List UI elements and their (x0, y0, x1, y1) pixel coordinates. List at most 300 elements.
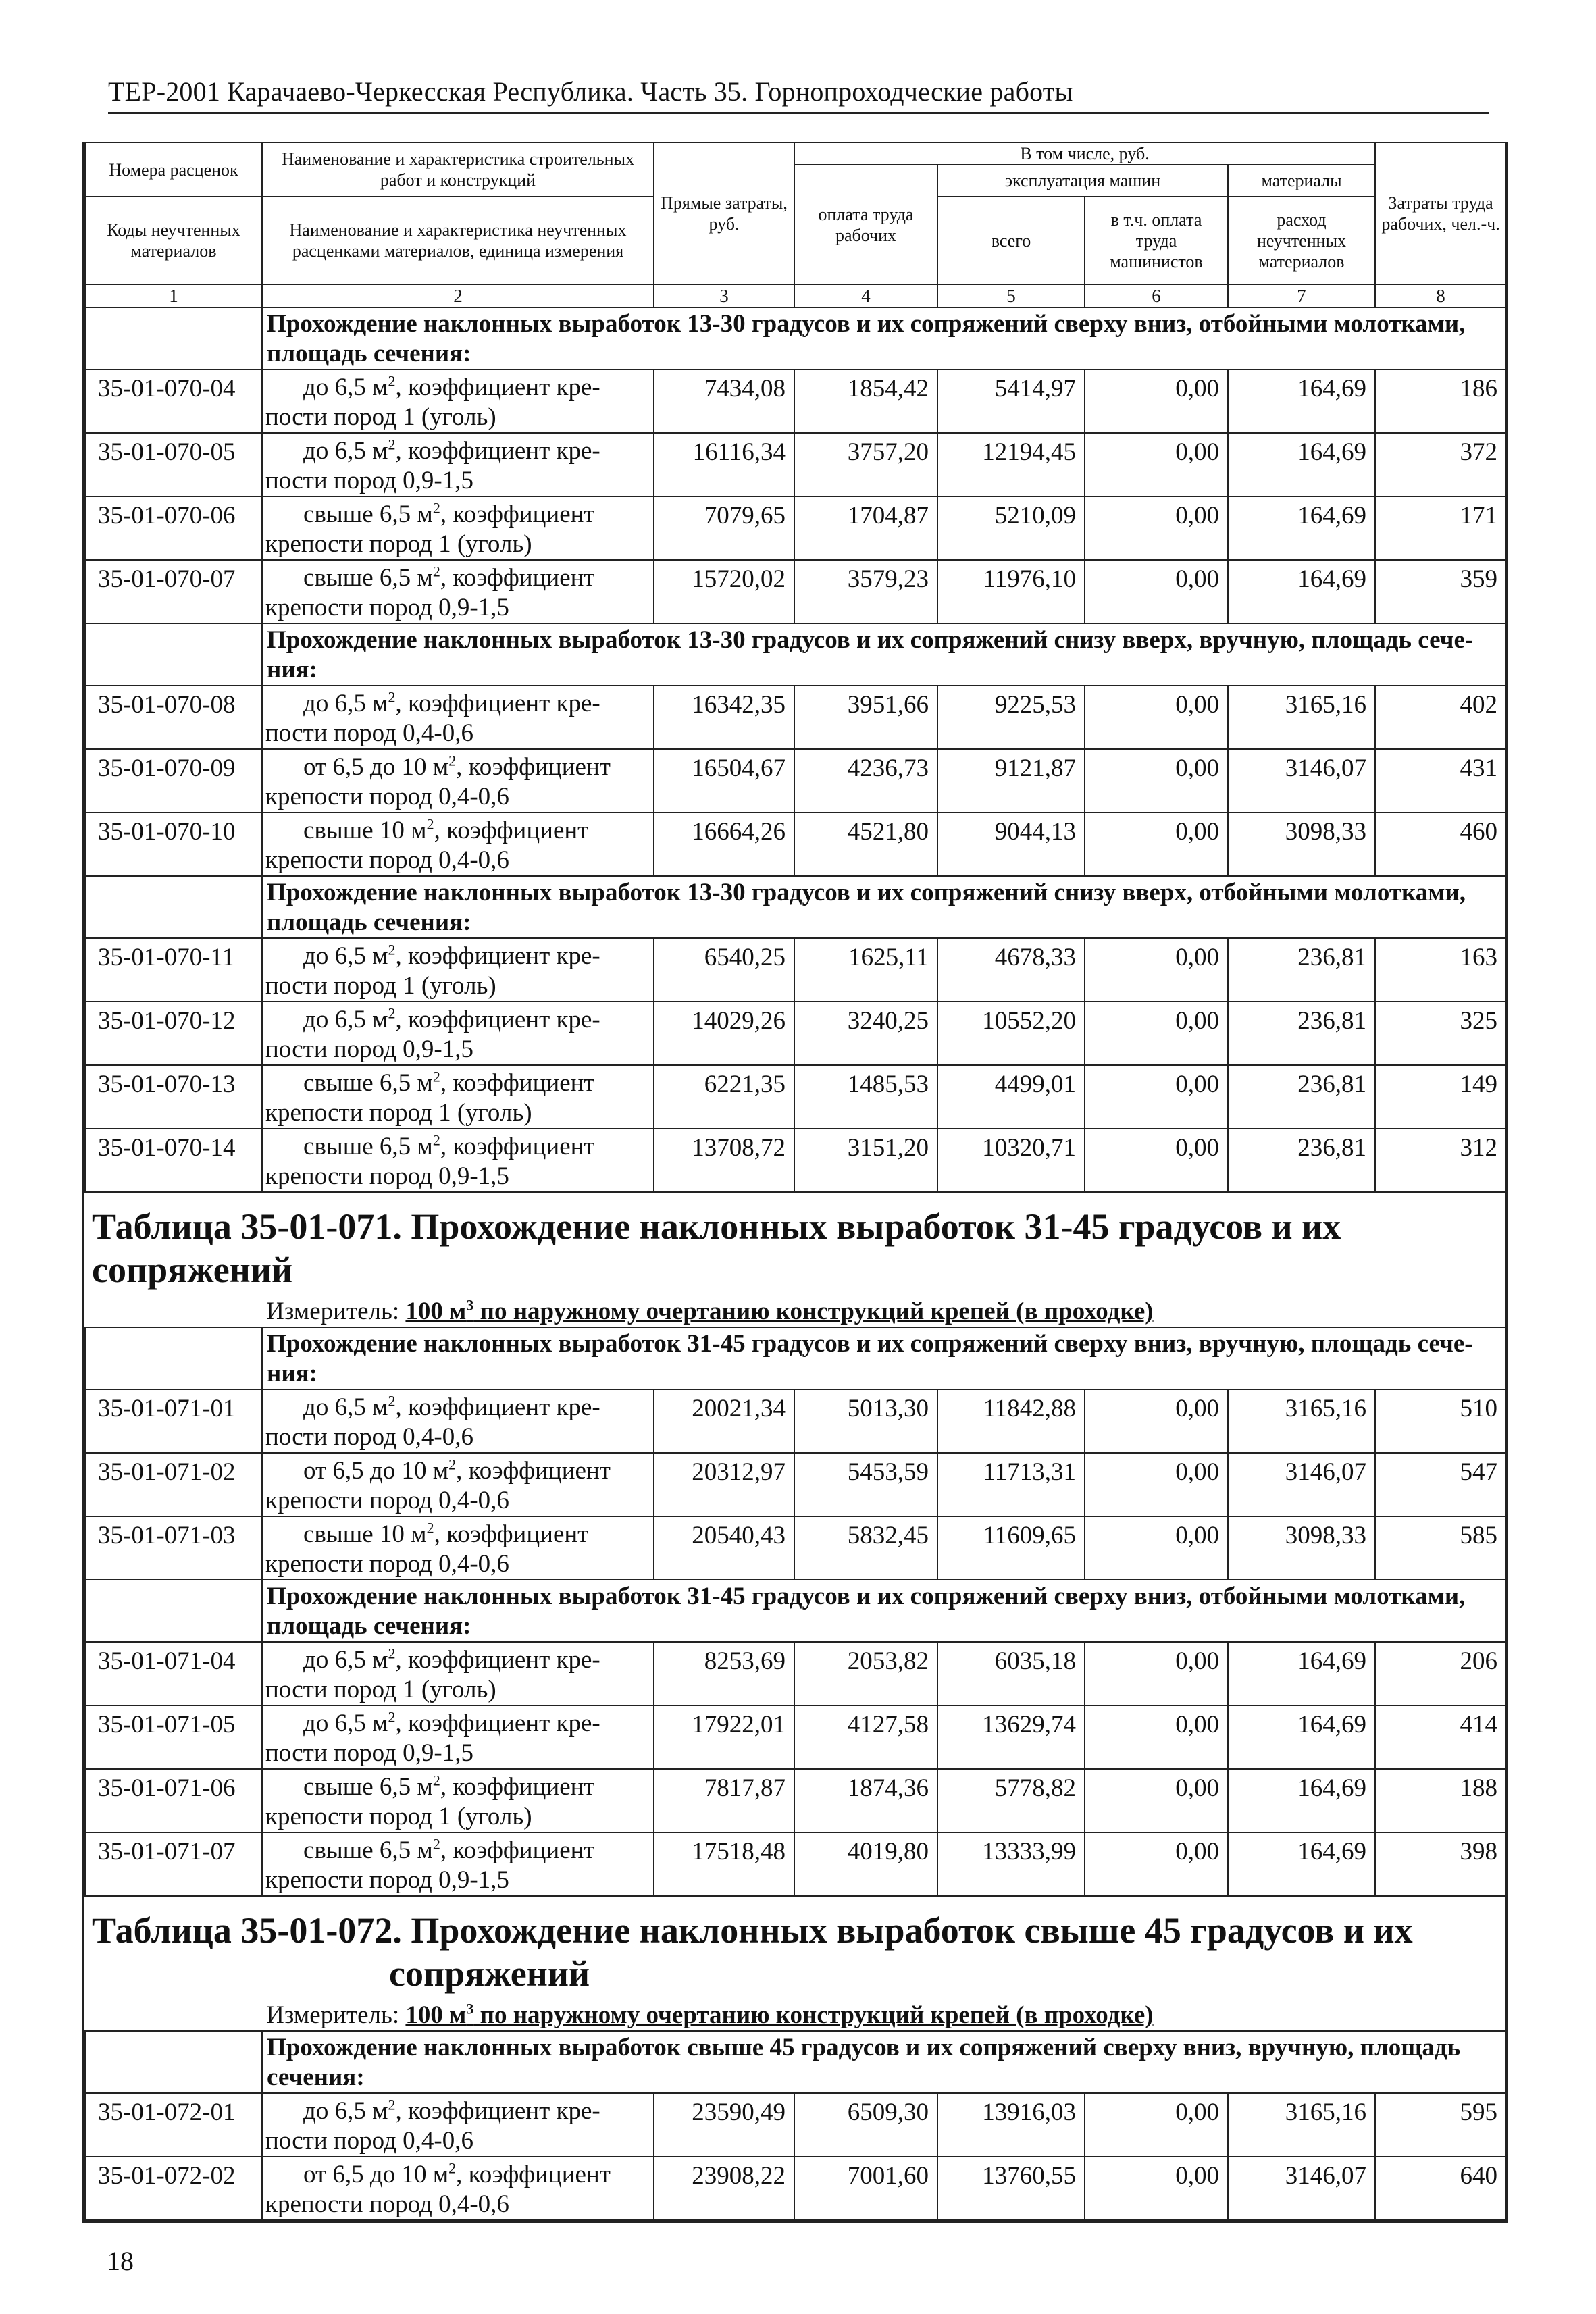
col-materials-use: расход неучтенных материалов (1228, 197, 1375, 284)
value-labor: 149 (1375, 1065, 1506, 1129)
table-title (85, 1193, 1506, 1291)
value-direct: 14029,26 (654, 1002, 794, 1065)
rate-row (85, 560, 1506, 623)
rate-row (85, 1705, 1506, 1769)
description-line-1 (265, 1005, 646, 1035)
value-wages: 5453,59 (794, 1453, 937, 1516)
rate-code: 35-01-070-06 (85, 496, 262, 560)
area-text: от 6,5 до 10 м (303, 753, 449, 781)
table-title-cell (85, 1896, 1506, 2031)
measure-value (405, 1297, 1153, 1325)
value-machinists: 0,00 (1085, 938, 1228, 1002)
value-total: 13629,74 (937, 1705, 1085, 1769)
rate-description (262, 1065, 654, 1129)
value-materials: 3146,07 (1228, 749, 1375, 813)
value-direct: 7817,87 (654, 1769, 794, 1832)
rate-code: 35-01-070-11 (85, 938, 262, 1002)
value-labor: 414 (1375, 1705, 1506, 1769)
description-line-1 (265, 942, 646, 971)
value-labor: 163 (1375, 938, 1506, 1002)
rate-code: 35-01-070-12 (85, 1002, 262, 1065)
value-machinists: 0,00 (1085, 1129, 1228, 1192)
value-direct: 16116,34 (654, 433, 794, 496)
value-total: 12194,45 (937, 433, 1085, 496)
unit-exponent: 2 (432, 1835, 440, 1853)
value-direct: 23908,22 (654, 2157, 794, 2220)
table-title-cell (85, 1192, 1506, 1327)
value-machinists: 0,00 (1085, 2157, 1228, 2220)
col-including: В том числе, руб. (794, 143, 1375, 165)
coefficient-text: , коэффициент (440, 1069, 595, 1097)
section-heading: Прохождение наклонных выработок 13-30 градусов и их сопряжений снизу вверх, вручную, площадь сече-ния: (262, 623, 1506, 686)
description-line-1 (265, 816, 646, 846)
rate-description (262, 560, 654, 623)
measure-amount: 100 м (405, 2001, 467, 2029)
unit-exponent: 2 (432, 1131, 440, 1149)
value-labor: 402 (1375, 686, 1506, 749)
value-total: 10552,20 (937, 1002, 1085, 1065)
col-num: 4 (794, 284, 937, 307)
rate-description (262, 749, 654, 813)
unit-exponent: 2 (388, 436, 396, 453)
description-line-2: крепости пород 0,4-0,6 (265, 783, 509, 811)
unit-exponent: 2 (448, 2159, 457, 2177)
area-text: до 6,5 м (303, 1393, 388, 1421)
value-total: 5414,97 (937, 369, 1085, 433)
value-wages: 3757,20 (794, 433, 937, 496)
col-num: 7 (1228, 284, 1375, 307)
value-wages: 6509,30 (794, 2093, 937, 2157)
section-heading-row (85, 307, 1506, 369)
value-labor: 206 (1375, 1642, 1506, 1705)
unit-exponent: 2 (388, 1004, 396, 1022)
unit-exponent: 2 (426, 815, 434, 833)
value-machinists: 0,00 (1085, 749, 1228, 813)
description-line-2: крепости пород 1 (уголь) (265, 530, 532, 558)
section-heading-spacer (85, 2031, 262, 2093)
coefficient-text: , коэффициент (456, 2161, 611, 2188)
description-line-1 (265, 1645, 646, 1675)
value-materials: 164,69 (1228, 560, 1375, 623)
rate-code: 35-01-071-04 (85, 1642, 262, 1705)
value-wages: 4521,80 (794, 813, 937, 876)
value-wages: 1625,11 (794, 938, 937, 1002)
rates-table (84, 142, 1507, 2221)
coefficient-text: , коэффициент кре- (395, 2097, 600, 2125)
value-total: 5778,82 (937, 1769, 1085, 1832)
unit-exponent: 2 (388, 1708, 396, 1726)
value-wages: 2053,82 (794, 1642, 937, 1705)
value-direct: 8253,69 (654, 1642, 794, 1705)
value-direct: 6221,35 (654, 1065, 794, 1129)
description-line-2: пости пород 0,4-0,6 (265, 1423, 473, 1451)
value-machinists: 0,00 (1085, 1002, 1228, 1065)
coefficient-text: , коэффициент (440, 500, 595, 528)
table-title-row (85, 1192, 1506, 1327)
value-materials: 236,81 (1228, 1129, 1375, 1192)
rate-code: 35-01-072-02 (85, 2157, 262, 2220)
description-line-1 (265, 2097, 646, 2126)
area-text: до 6,5 м (303, 374, 388, 401)
area-text: свыше 6,5 м (303, 1773, 433, 1801)
rate-row (85, 1642, 1506, 1705)
rate-description (262, 938, 654, 1002)
rate-code: 35-01-070-13 (85, 1065, 262, 1129)
value-labor: 431 (1375, 749, 1506, 813)
unit-exponent: 2 (448, 1456, 457, 1473)
area-text: от 6,5 до 10 м (303, 2161, 449, 2188)
value-labor: 547 (1375, 1453, 1506, 1516)
col-name-bottom: Наименование и характеристика неучтенных расценками материалов, единица измерения (262, 197, 654, 284)
rate-row (85, 813, 1506, 876)
section-heading-row (85, 623, 1506, 686)
rate-row (85, 686, 1506, 749)
rate-code: 35-01-071-05 (85, 1705, 262, 1769)
value-wages: 1854,42 (794, 369, 937, 433)
rate-code: 35-01-070-14 (85, 1129, 262, 1192)
rate-description (262, 1705, 654, 1769)
value-wages: 4127,58 (794, 1705, 937, 1769)
value-wages: 4019,80 (794, 1832, 937, 1896)
value-machinists: 0,00 (1085, 1642, 1228, 1705)
value-total: 9225,53 (937, 686, 1085, 749)
rate-description (262, 433, 654, 496)
area-text: свыше 10 м (303, 1520, 427, 1548)
description-line-1 (265, 373, 646, 403)
value-wages: 1485,53 (794, 1065, 937, 1129)
description-line-1 (265, 1709, 646, 1739)
value-total: 6035,18 (937, 1642, 1085, 1705)
value-wages: 3951,66 (794, 686, 937, 749)
area-text: свыше 6,5 м (303, 1069, 433, 1097)
rate-code: 35-01-070-04 (85, 369, 262, 433)
description-line-1 (265, 689, 646, 719)
rate-code: 35-01-071-01 (85, 1389, 262, 1453)
value-total: 4499,01 (937, 1065, 1085, 1129)
unit-exponent: 2 (388, 372, 396, 390)
section-heading-row (85, 2031, 1506, 2093)
section-heading: Прохождение наклонных выработок 31-45 градусов и их сопряжений сверху вниз, отбойными молотками, площадь сечения: (262, 1580, 1506, 1642)
value-direct: 20021,34 (654, 1389, 794, 1453)
col-machines: эксплуатация машин (937, 165, 1228, 197)
rate-description (262, 813, 654, 876)
rate-row (85, 2157, 1506, 2220)
area-text: свыше 10 м (303, 817, 427, 844)
coefficient-text: , коэффициент кре- (395, 942, 600, 970)
rate-code: 35-01-071-02 (85, 1453, 262, 1516)
rate-row (85, 1389, 1506, 1453)
rate-code: 35-01-072-01 (85, 2093, 262, 2157)
value-direct: 7079,65 (654, 496, 794, 560)
section-heading-row (85, 876, 1506, 938)
unit-exponent: 2 (432, 563, 440, 580)
unit-exponent: 2 (388, 1645, 396, 1662)
rate-description (262, 1769, 654, 1832)
rate-code: 35-01-070-08 (85, 686, 262, 749)
coefficient-text: , коэффициент кре- (395, 374, 600, 401)
unit-exponent: 2 (432, 1772, 440, 1789)
area-text: свыше 6,5 м (303, 564, 433, 592)
col-num: 6 (1085, 284, 1228, 307)
value-direct: 23590,49 (654, 2093, 794, 2157)
section-heading: Прохождение наклонных выработок 31-45 градусов и их сопряжений сверху вниз, вручную, площадь сече-ния: (262, 1327, 1506, 1389)
col-codes-top: Номера расценок (85, 143, 262, 197)
col-num: 5 (937, 284, 1085, 307)
coefficient-text: , коэффициент (440, 564, 595, 592)
value-direct: 17518,48 (654, 1832, 794, 1896)
value-total: 10320,71 (937, 1129, 1085, 1192)
description-line-2: крепости пород 0,9-1,5 (265, 594, 509, 621)
value-labor: 312 (1375, 1129, 1506, 1192)
description-line-1 (265, 500, 646, 530)
unit-exponent: 2 (388, 1392, 396, 1410)
value-wages: 4236,73 (794, 749, 937, 813)
measure-unit (85, 1291, 1506, 1327)
measure-unit (85, 1995, 1506, 2030)
area-text: до 6,5 м (303, 942, 388, 970)
area-text: до 6,5 м (303, 1006, 388, 1033)
coefficient-text: , коэффициент кре- (395, 690, 600, 717)
unit-exponent: 2 (432, 1068, 440, 1085)
value-machinists: 0,00 (1085, 1389, 1228, 1453)
page-number: 18 (107, 2246, 134, 2276)
description-line-2: пости пород 0,9-1,5 (265, 467, 473, 494)
area-text: до 6,5 м (303, 690, 388, 717)
section-heading: Прохождение наклонных выработок 13-30 градусов и их сопряжений сверху вниз, отбойными молотками, площадь сечения: (262, 307, 1506, 369)
col-wages: оплата труда рабочих (794, 165, 937, 284)
section-heading-row (85, 1327, 1506, 1389)
col-num: 8 (1375, 284, 1506, 307)
value-wages: 7001,60 (794, 2157, 937, 2220)
value-total: 9044,13 (937, 813, 1085, 876)
coefficient-text: , коэффициент (434, 817, 589, 844)
coefficient-text: , коэффициент (440, 1836, 595, 1864)
rate-row (85, 1832, 1506, 1896)
description-line-1 (265, 1456, 646, 1486)
value-direct: 16504,67 (654, 749, 794, 813)
section-heading-spacer (85, 1580, 262, 1642)
rate-row (85, 433, 1506, 496)
description-line-1 (265, 1836, 646, 1866)
unit-exponent: 2 (388, 2096, 396, 2113)
value-direct: 13708,72 (654, 1129, 794, 1192)
description-line-2: крепости пород 0,9-1,5 (265, 1162, 509, 1190)
description-line-2: крепости пород 1 (уголь) (265, 1803, 532, 1830)
description-line-1 (265, 563, 646, 593)
value-labor: 372 (1375, 433, 1506, 496)
area-text: до 6,5 м (303, 1709, 388, 1737)
col-machinists: в т.ч. оплата труда машинистов (1085, 197, 1228, 284)
value-materials: 164,69 (1228, 1769, 1375, 1832)
value-materials: 164,69 (1228, 496, 1375, 560)
value-machinists: 0,00 (1085, 686, 1228, 749)
rate-code: 35-01-071-07 (85, 1832, 262, 1896)
value-machinists: 0,00 (1085, 1516, 1228, 1580)
value-materials: 3098,33 (1228, 813, 1375, 876)
col-total: всего (937, 197, 1085, 284)
value-materials: 3165,16 (1228, 2093, 1375, 2157)
value-machinists: 0,00 (1085, 1832, 1228, 1896)
col-codes-bottom: Коды неучтенных материалов (85, 197, 262, 284)
description-line-2: пости пород 1 (уголь) (265, 403, 496, 431)
rates-sheet (82, 142, 1508, 2223)
value-total: 11842,88 (937, 1389, 1085, 1453)
value-labor: 640 (1375, 2157, 1506, 2220)
value-labor: 510 (1375, 1389, 1506, 1453)
measure-exponent: 3 (466, 1296, 474, 1314)
rate-description (262, 2157, 654, 2220)
value-direct: 20540,43 (654, 1516, 794, 1580)
value-wages: 3151,20 (794, 1129, 937, 1192)
rate-description (262, 1832, 654, 1896)
value-direct: 16342,35 (654, 686, 794, 749)
value-total: 13760,55 (937, 2157, 1085, 2220)
table-title-text: Таблица 35-01-071. Прохождение наклонных выработок 31-45 градусов и их сопряжений (92, 1206, 1341, 1290)
value-direct: 17922,01 (654, 1705, 794, 1769)
rate-description (262, 1453, 654, 1516)
rate-description (262, 2093, 654, 2157)
value-labor: 325 (1375, 1002, 1506, 1065)
value-wages: 5013,30 (794, 1389, 937, 1453)
value-total: 11713,31 (937, 1453, 1085, 1516)
rate-description (262, 1516, 654, 1580)
value-labor: 359 (1375, 560, 1506, 623)
column-numbers-row (85, 284, 1506, 307)
col-direct: Прямые затраты, руб. (654, 143, 794, 284)
description-line-1 (265, 752, 646, 782)
description-line-1 (265, 436, 646, 466)
value-labor: 171 (1375, 496, 1506, 560)
rate-row (85, 2093, 1506, 2157)
value-total: 13916,03 (937, 2093, 1085, 2157)
area-text: свыше 6,5 м (303, 1133, 433, 1160)
value-materials: 236,81 (1228, 938, 1375, 1002)
coefficient-text: , коэффициент кре- (395, 1393, 600, 1421)
value-materials: 236,81 (1228, 1002, 1375, 1065)
value-machinists: 0,00 (1085, 1065, 1228, 1129)
value-wages: 5832,45 (794, 1516, 937, 1580)
page-header: ТЕР-2001 Карачаево-Черкесская Республика. Часть 35. Горнопроходческие работы (108, 76, 1489, 114)
coefficient-text: , коэффициент кре- (395, 1646, 600, 1674)
rate-code: 35-01-070-10 (85, 813, 262, 876)
col-labor: Затраты труда рабочих, чел.-ч. (1375, 143, 1506, 284)
value-direct: 7434,08 (654, 369, 794, 433)
description-line-2: пости пород 0,4-0,6 (265, 2127, 473, 2155)
rate-description (262, 1389, 654, 1453)
description-line-2: крепости пород 0,9-1,5 (265, 1866, 509, 1894)
value-direct: 20312,97 (654, 1453, 794, 1516)
unit-exponent: 2 (388, 941, 396, 958)
coefficient-text: , коэффициент кре- (395, 1006, 600, 1033)
value-labor: 186 (1375, 369, 1506, 433)
area-text: до 6,5 м (303, 437, 388, 465)
rate-row (85, 1453, 1506, 1516)
value-materials: 3098,33 (1228, 1516, 1375, 1580)
value-machinists: 0,00 (1085, 1769, 1228, 1832)
rate-description (262, 686, 654, 749)
col-num: 1 (85, 284, 262, 307)
value-labor: 188 (1375, 1769, 1506, 1832)
description-line-2: пости пород 0,9-1,5 (265, 1739, 473, 1767)
value-materials: 164,69 (1228, 1832, 1375, 1896)
rate-code: 35-01-070-07 (85, 560, 262, 623)
rate-row (85, 1516, 1506, 1580)
measure-exponent: 3 (466, 2000, 474, 2017)
description-line-1 (265, 1069, 646, 1098)
section-heading-spacer (85, 623, 262, 686)
value-labor: 460 (1375, 813, 1506, 876)
value-materials: 164,69 (1228, 1705, 1375, 1769)
description-line-2: крепости пород 0,4-0,6 (265, 846, 509, 874)
measure-label: Измеритель: (266, 2001, 400, 2029)
value-materials: 164,69 (1228, 433, 1375, 496)
description-line-1 (265, 1772, 646, 1802)
col-num: 2 (262, 284, 654, 307)
rate-row (85, 496, 1506, 560)
description-line-2: крепости пород 0,4-0,6 (265, 1550, 509, 1578)
description-line-2: пости пород 0,4-0,6 (265, 719, 473, 747)
rate-row (85, 749, 1506, 813)
value-machinists: 0,00 (1085, 1705, 1228, 1769)
unit-exponent: 2 (432, 499, 440, 517)
description-line-2: крепости пород 0,4-0,6 (265, 1487, 509, 1514)
table-title-row (85, 1896, 1506, 2031)
coefficient-text: , коэффициент кре- (395, 437, 600, 465)
area-text: до 6,5 м (303, 2097, 388, 2125)
rate-description (262, 496, 654, 560)
section-heading-spacer (85, 876, 262, 938)
value-machinists: 0,00 (1085, 369, 1228, 433)
rate-row (85, 938, 1506, 1002)
rate-row (85, 369, 1506, 433)
section-heading-row (85, 1580, 1506, 1642)
value-machinists: 0,00 (1085, 433, 1228, 496)
rate-code: 35-01-070-09 (85, 749, 262, 813)
section-heading: Прохождение наклонных выработок свыше 45 градусов и их сопряжений сверху вниз, вручную, площадь сечения: (262, 2031, 1506, 2093)
section-heading-spacer (85, 1327, 262, 1389)
area-text: свыше 6,5 м (303, 1836, 433, 1864)
coefficient-text: , коэффициент кре- (395, 1709, 600, 1737)
section-heading: Прохождение наклонных выработок 13-30 градусов и их сопряжений снизу вверх, отбойными молотками, площадь сечения: (262, 876, 1506, 938)
value-materials: 164,69 (1228, 1642, 1375, 1705)
rate-row (85, 1769, 1506, 1832)
value-machinists: 0,00 (1085, 496, 1228, 560)
measure-value (405, 2001, 1153, 2029)
description-line-2: пости пород 0,9-1,5 (265, 1035, 473, 1063)
rate-row (85, 1002, 1506, 1065)
value-direct: 16664,26 (654, 813, 794, 876)
value-machinists: 0,00 (1085, 813, 1228, 876)
value-total: 4678,33 (937, 938, 1085, 1002)
description-line-1 (265, 2160, 646, 2190)
coefficient-text: , коэффициент (456, 753, 611, 781)
value-total: 9121,87 (937, 749, 1085, 813)
rate-row (85, 1065, 1506, 1129)
rate-description (262, 369, 654, 433)
measure-amount: 100 м (405, 1297, 467, 1325)
coefficient-text: , коэффициент (440, 1133, 595, 1160)
value-total: 11609,65 (937, 1516, 1085, 1580)
value-total: 5210,09 (937, 496, 1085, 560)
rate-description (262, 1129, 654, 1192)
value-wages: 1704,87 (794, 496, 937, 560)
coefficient-text: , коэффициент (456, 1457, 611, 1485)
measure-description: по наружному очертанию конструкций крепей (в проходке) (473, 1297, 1154, 1325)
area-text: свыше 6,5 м (303, 500, 433, 528)
value-machinists: 0,00 (1085, 2093, 1228, 2157)
coefficient-text: , коэффициент (440, 1773, 595, 1801)
description-line-1 (265, 1393, 646, 1422)
